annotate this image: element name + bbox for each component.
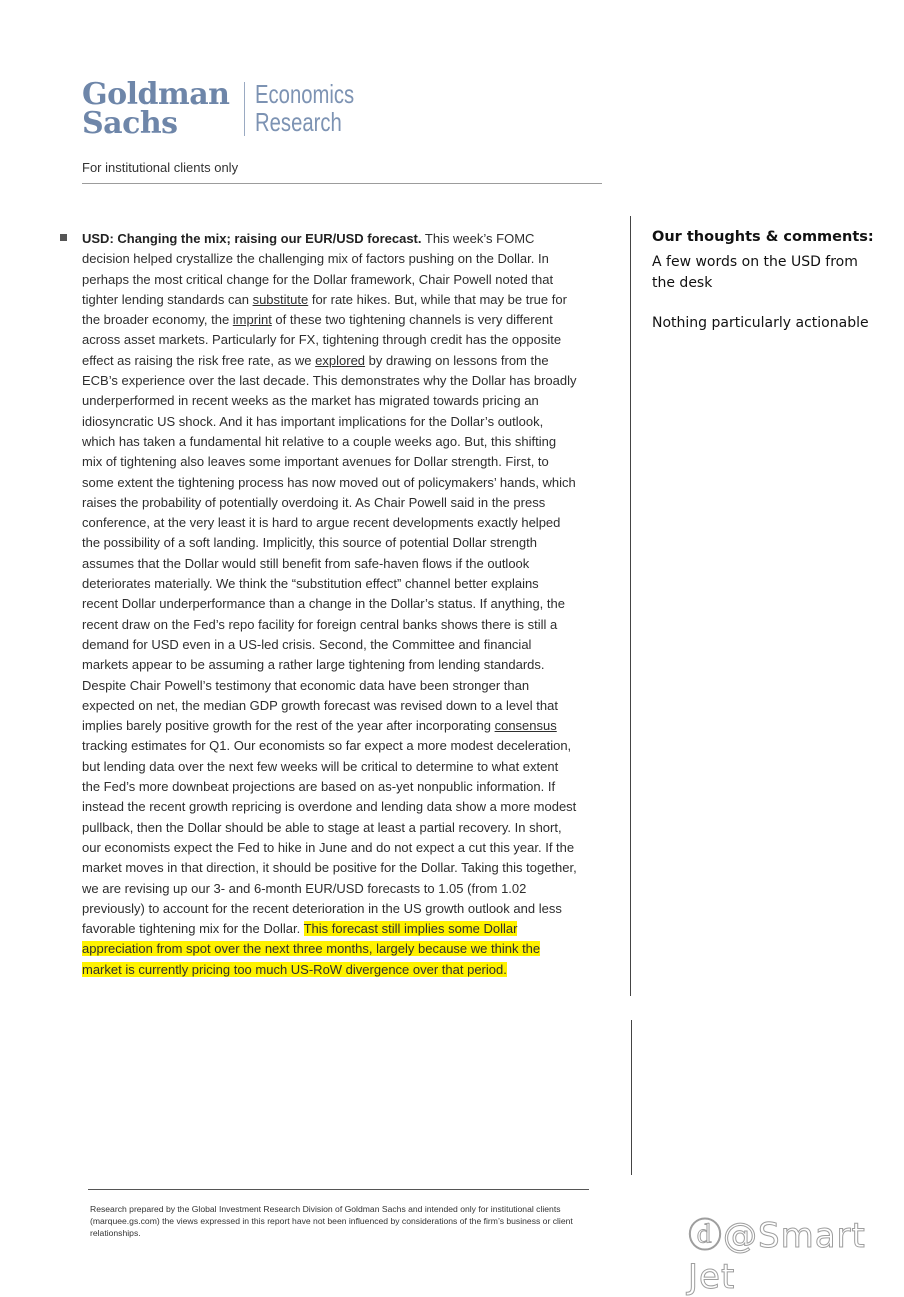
logo-divider bbox=[244, 82, 245, 136]
footer-divider bbox=[88, 1189, 589, 1190]
article-text-5: tracking estimates for Q1. Our economists so far expect a more modest deceleration, but lending data over the next few weeks will be critical to determine to what extent the Fed’s more downbeat projections are based on as-yet nonpublic information. If instead the recent growth repricing is overdone and lending data show a more modest pullback, then the Dollar should be able to stage at least a partial recovery. In short, our economists expect the Fed to hike in June and do not expect a cut this year. If the market moves in that direction, it should be positive for the Dollar. Taking this together, we are revising up our 3- and 6-month EUR/USD forecasts to 1.05 (from 1.02 previously) to account for the recent deterioration in the US growth outlook and less favorable tightening mix for the Dollar. bbox=[82, 738, 577, 937]
article-text-3: of these two tightening channels is very different across asset markets. Particularly for FX, tightening through credit has the opposite effect as raising the risk free rate, as we bbox=[82, 312, 562, 368]
link-imprint[interactable]: imprint bbox=[232, 312, 272, 328]
institutional-note: For institutional clients only bbox=[82, 160, 239, 175]
comments-sidebar bbox=[652, 227, 882, 334]
article-text-1: This week’s FOMC decision helped crystallize the challenging mix of factors pushing on the Dollar. In perhaps the most critical change for the Dollar framework, Chair Powell noted that tighter lending standards can bbox=[82, 231, 554, 307]
sidebar-divider-top bbox=[630, 216, 631, 996]
link-consensus[interactable]: consensus bbox=[494, 718, 557, 734]
link-substitute[interactable]: substitute bbox=[252, 291, 309, 307]
logo-sub-line2: Research bbox=[254, 107, 342, 137]
article-text-2: for rate hikes. But, while that may be true for the broader economy, the bbox=[82, 291, 567, 328]
social-handle-icon: ⓓ bbox=[688, 1216, 723, 1256]
logo-wordmark bbox=[82, 77, 230, 141]
comment-1: A few words on the USD from the desk bbox=[652, 254, 858, 291]
article-body bbox=[82, 229, 577, 980]
comments-title: Our thoughts & comments: bbox=[652, 229, 874, 245]
article-heading: USD: Changing the mix; raising our EUR/USD forecast. bbox=[82, 231, 422, 246]
article-text-4: by drawing on lessons from the ECB’s experience over the last decade. This demonstrates why the Dollar has broadly underperformed in recent weeks as the market has migrated towards pricing an idiosyncratic US shock. And it has important implications for the Dollar’s outlook, which has taken a fundamental hit relative to a couple weeks ago. But, this shifting mix of tightening also leaves some important avenues for Dollar strength. First, to some extent the tightening process has now moved out of policymakers’ hands, which raises the probability of potentially overdoing it. As Chair Powell said in the press conference, at the very least it is hard to argue recent developments exactly helped the possibility of a soft landing. Implicitly, this source of potential Dollar strength assumes that the Dollar would still benefit from safe-haven flows if the outlook deteriorates materially. We think the “substitution effect” channel better explains recent Dollar underperformance than a change in the Dollar’s status. If anything, the recent draw on the Fed’s repo facility for foreign central banks shows there is still a demand for USD even in a US-led crisis. Second, the Committee and financial markets appear to be assuming a rather large tightening from lending standards. Despite Chair Powell’s testimony that economic data have been stronger than expected on net, the median GDP growth forecast was revised down to a level that implies barely positive growth for the rest of the year after incorporating bbox=[82, 352, 577, 734]
logo-sub-line1: Economics bbox=[254, 79, 354, 109]
footer-disclaimer: Research prepared by the Global Investment Research Division of Goldman Sachs and intended only for institutional clients (marquee.gs.com) the views expressed in this report have not been influenced by considerations of the firm’s business or client relationships. bbox=[90, 1204, 573, 1238]
bullet-marker bbox=[60, 234, 67, 241]
logo-subtitle bbox=[255, 80, 354, 136]
highlighted-text: This forecast still implies some Dollar appreciation from spot over the next three months, largely because we think the market is currently pricing too much US-RoW divergence over that period. bbox=[82, 921, 541, 977]
sidebar-divider-bottom bbox=[631, 1020, 632, 1175]
logo bbox=[82, 77, 382, 141]
logo-line2: Sachs bbox=[82, 106, 178, 141]
header-divider bbox=[82, 183, 602, 184]
link-explored[interactable]: explored bbox=[315, 352, 366, 368]
logo-line1: Goldman bbox=[82, 77, 230, 112]
comment-2: Nothing particularly actionable bbox=[652, 315, 869, 331]
watermark-text: @Smart Jet bbox=[688, 1216, 866, 1297]
watermark bbox=[688, 1208, 904, 1297]
